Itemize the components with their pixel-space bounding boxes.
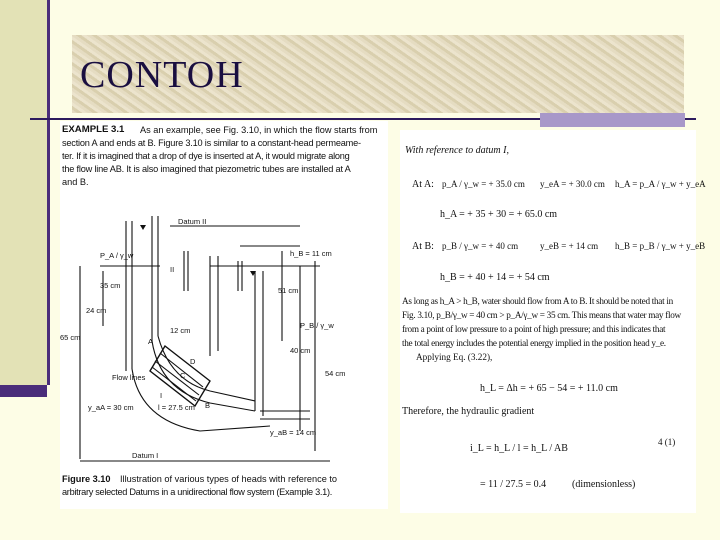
solution-line-3: from a point of low pressure to a point of high pressure; and this indicates that xyxy=(402,324,666,334)
label-40cm: 40 cm xyxy=(290,346,311,355)
gradient-eq: i_L = h_L / l = h_L / AB xyxy=(470,443,568,454)
label-12cm: 12 cm xyxy=(170,326,191,335)
point-i: I xyxy=(160,391,163,400)
example-line-2: section A and ends at B. Figure 3.10 is similar to a constant-head permeame- xyxy=(62,138,361,148)
point-a: A xyxy=(148,337,154,346)
accent-square xyxy=(0,385,47,397)
at-b-label: At B: xyxy=(412,241,434,252)
point-ii: II xyxy=(170,265,175,274)
example-line-3: ter. If it is imagined that a drop of dye is inserted at A, it would migrate along xyxy=(62,151,350,161)
label-ya-30: y_aA = 30 cm xyxy=(88,403,134,412)
at-b-eq2: y_eB = + 14 cm xyxy=(540,241,599,251)
point-c: C xyxy=(180,371,186,380)
at-a-eq3: h_A = p_A / γ_w + y_eA xyxy=(615,179,706,189)
solution-line-1: As long as h_A > h_B, water should flow from A to B. It should be noted that in xyxy=(402,296,673,306)
label-pb-gw: P_B / γ_w xyxy=(300,321,334,330)
left-decorative-bar xyxy=(0,0,47,385)
scanned-solution-page xyxy=(400,130,706,513)
label-65cm: 65 cm xyxy=(60,333,81,342)
label-hb-11: h_B = 11 cm xyxy=(290,249,332,258)
point-d: D xyxy=(190,357,196,366)
example-line-5: and B. xyxy=(62,177,89,187)
permeameter-diagram xyxy=(60,121,388,509)
label-pa-gw: P_A / γ_w xyxy=(100,251,134,260)
dimensionless-note: (dimensionless) xyxy=(572,479,636,490)
label-datum-ii: Datum II xyxy=(178,217,207,226)
example-heading: EXAMPLE 3.1 xyxy=(62,124,125,135)
point-b: B xyxy=(205,401,211,410)
at-b-result: h_B = + 40 + 14 = + 54 cm xyxy=(440,272,550,283)
at-b-eq1: p_B / γ_w = + 40 cm xyxy=(442,241,519,251)
figure-caption-line-1: Illustration of various types of heads with reference to xyxy=(120,474,338,484)
head-loss-eq: h_L = Δh = + 65 − 54 = + 11.0 cm xyxy=(480,383,618,394)
side-mark: 4 (1) xyxy=(658,437,676,447)
at-a-eq1: p_A / γ_w = + 35.0 cm xyxy=(442,179,525,189)
label-54cm: 54 cm xyxy=(325,369,346,378)
gradient-intro: Therefore, the hydraulic gradient xyxy=(402,406,535,417)
label-datum-i: Datum I xyxy=(132,451,159,460)
at-b-eq3: h_B = p_B / γ_w + y_eB xyxy=(615,241,706,251)
solution-line-5: Applying Eq. (3.22), xyxy=(416,352,493,362)
underline-highlight xyxy=(540,113,685,127)
solution-ref-datum: With reference to datum I, xyxy=(405,145,509,156)
figure-caption-label: Figure 3.10 xyxy=(62,474,111,484)
at-a-eq2: y_eA = + 30.0 cm xyxy=(540,179,605,189)
left-accent-line xyxy=(47,0,50,385)
example-line-1: As an example, see Fig. 3.10, in which the flow starts from xyxy=(140,125,378,135)
label-35cm: 35 cm xyxy=(100,281,121,290)
solution-line-4: the total energy includes the potential energy implied in the position head y_e. xyxy=(402,338,666,348)
at-a-label: At A: xyxy=(412,179,434,190)
solution-line-2: Fig. 3.10, p_B/γ_w = 40 cm > p_A/γ_w = 35 cm. This means that water may flow xyxy=(402,310,681,320)
figure-caption-line-2: arbitrary selected Datums in a unidirectional flow system (Example 3.1). xyxy=(62,487,332,497)
label-l-275: l = 27.5 cm xyxy=(158,403,195,412)
example-line-4: the flow line AB. It is also imagined that piezometric tubes are installed at A xyxy=(62,164,351,174)
label-flow-lines: Flow lines xyxy=(112,373,146,382)
at-a-result: h_A = + 35 + 30 = + 65.0 cm xyxy=(440,209,558,220)
label-24cm: 24 cm xyxy=(86,306,107,315)
label-51cm: 51 cm xyxy=(278,286,299,295)
gradient-result: = 11 / 27.5 = 0.4 xyxy=(480,479,547,490)
slide-title: CONTOH xyxy=(80,54,244,96)
scanned-example-page xyxy=(60,121,388,509)
label-yb-14: y_aB = 14 cm xyxy=(270,428,317,437)
